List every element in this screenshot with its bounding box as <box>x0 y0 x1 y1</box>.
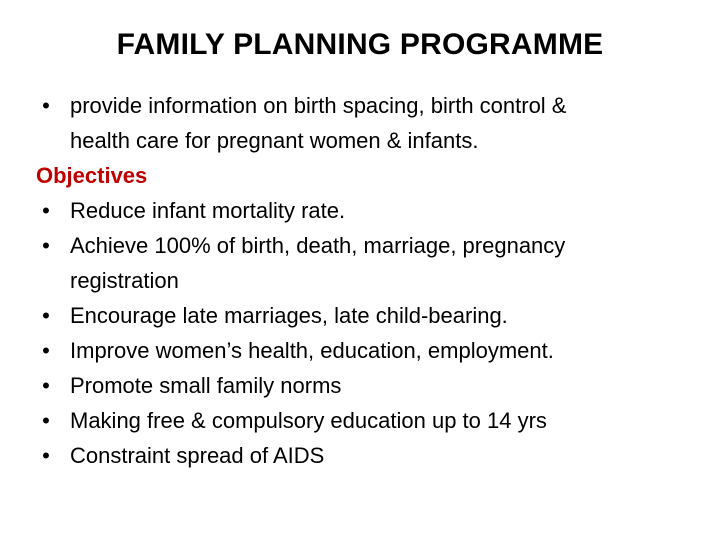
bullet-icon: • <box>42 408 50 433</box>
objective-item <box>36 438 696 473</box>
objective-text: Improve women’s health, education, employment. <box>70 338 554 363</box>
objectives-heading: Objectives <box>36 163 148 188</box>
objective-item <box>36 193 696 228</box>
bullet-icon: • <box>42 93 50 118</box>
bullet-icon: • <box>42 198 50 223</box>
bullet-icon: • <box>42 338 50 363</box>
bullet-icon: • <box>42 303 50 328</box>
bullet-icon: • <box>42 233 50 258</box>
objective-text: Achieve 100% of birth, death, marriage, pregnancy <box>70 233 566 258</box>
objective-item <box>36 228 696 263</box>
objective-text-continued: registration <box>70 268 179 293</box>
objective-text: Constraint spread of AIDS <box>70 443 325 468</box>
intro-line-2 <box>36 123 696 158</box>
bullet-icon: • <box>42 443 50 468</box>
objective-item <box>36 403 696 438</box>
objective-text: Making free & compulsory education up to 14 yrs <box>70 408 547 433</box>
intro-text-continued: health care for pregnant women & infants. <box>70 128 479 153</box>
intro-line-1 <box>36 88 696 123</box>
slide-content <box>36 88 696 473</box>
objective-item <box>36 368 696 403</box>
slide-title: FAMILY PLANNING PROGRAMME <box>116 28 604 61</box>
intro-text: provide information on birth spacing, birth control & <box>70 93 567 118</box>
objective-item <box>36 333 696 368</box>
objective-text: Promote small family norms <box>70 373 342 398</box>
objective-text: Reduce infant mortality rate. <box>70 198 346 223</box>
objective-item <box>36 298 696 333</box>
objective-text: Encourage late marriages, late child-bearing. <box>70 303 508 328</box>
objective-item-continued <box>36 263 696 298</box>
bullet-icon: • <box>42 373 50 398</box>
